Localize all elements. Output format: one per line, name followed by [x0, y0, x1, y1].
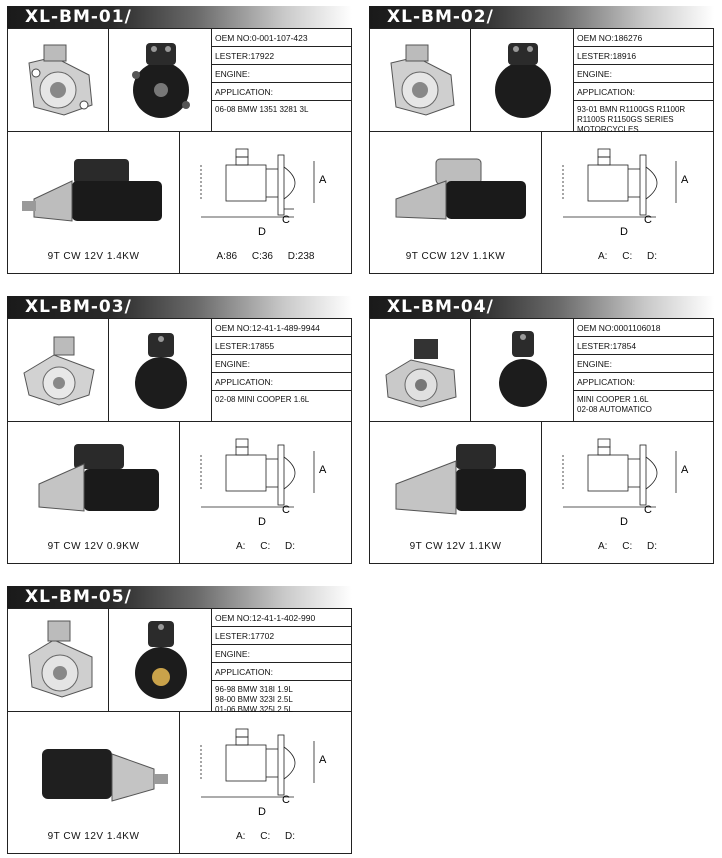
starter-rear-photo [116, 35, 206, 125]
lester-row: LESTER:18916 [574, 47, 714, 65]
application-value: 02-08 MINI COOPER 1.6L [215, 395, 310, 404]
svg-text:A: A [319, 174, 327, 186]
spec-table [574, 29, 714, 134]
oem-row: OEM NO:12-41-1-402-990 [212, 609, 352, 627]
svg-text:D: D [620, 516, 628, 528]
starter-rear-photo [478, 35, 568, 125]
product-card [7, 6, 352, 274]
svg-text:D: D [258, 516, 266, 528]
application-row: APPLICATION: [212, 83, 352, 101]
dimension-values [542, 251, 713, 262]
dim-d-value: D:238 [287, 251, 315, 262]
product-code: XL-BM-01/ [25, 7, 132, 27]
lester-value: 17854 [612, 341, 637, 351]
starter-side-photo [376, 429, 536, 529]
svg-text:C: C [644, 504, 652, 516]
card-title-bar [369, 6, 714, 28]
card-body [369, 28, 714, 274]
application-row: APPLICATION: [574, 83, 714, 101]
lester-row: LESTER:17922 [212, 47, 352, 65]
dim-c-value: C: [622, 251, 633, 262]
electrical-spec: 9T CW 12V 1.4KW [47, 831, 140, 842]
oem-value: 0-001-107-423 [251, 33, 308, 43]
engine-row: ENGINE: [574, 355, 714, 373]
starter-front-photo [376, 325, 466, 415]
electrical-spec: 9T CW 12V 0.9KW [47, 541, 140, 552]
starter-rear-photo [478, 325, 568, 415]
card-title-bar [369, 296, 714, 318]
svg-text:A: A [319, 754, 327, 766]
dim-d-value: D: [647, 541, 657, 552]
product-card [7, 296, 352, 564]
electrical-spec: 9T CW 12V 1.4KW [47, 251, 140, 262]
starter-front-photo [14, 615, 104, 705]
application-value: 06-08 BMW 1351 3281 3L [215, 105, 309, 114]
spec-table [212, 319, 352, 421]
dim-a-value: A: [235, 831, 246, 842]
card-body [7, 608, 352, 854]
oem-value: 12-41-1-489-9944 [251, 323, 320, 333]
engine-row: ENGINE: [574, 65, 714, 83]
svg-text:C: C [644, 214, 652, 226]
svg-text:A: A [681, 174, 689, 186]
starter-front-photo [14, 325, 104, 415]
starter-rear-photo [116, 615, 206, 705]
product-code: XL-BM-03/ [25, 297, 132, 317]
svg-text:A: A [319, 464, 327, 476]
card-body [369, 318, 714, 564]
product-code: XL-BM-05/ [25, 587, 132, 607]
oem-value: 0001106018 [613, 323, 661, 333]
svg-text:D: D [258, 806, 266, 818]
dim-c-value: C: [622, 541, 633, 552]
svg-text:C: C [282, 504, 290, 516]
card-body [7, 28, 352, 274]
electrical-spec: 9T CW 12V 1.1KW [409, 541, 502, 552]
starter-rear-photo [116, 325, 206, 415]
dimension-values [180, 251, 351, 262]
lester-value: 17922 [250, 51, 275, 61]
product-card [369, 6, 714, 274]
dim-d-value: D: [285, 541, 295, 552]
dimension-drawing [548, 137, 708, 247]
dim-d-value: D: [647, 251, 657, 262]
oem-row: OEM NO:186276 [574, 29, 714, 47]
dim-c-value: C:36 [251, 251, 273, 262]
starter-side-photo [14, 139, 174, 239]
dimension-values [542, 541, 713, 552]
lester-row: LESTER:17854 [574, 337, 714, 355]
product-card [369, 296, 714, 564]
product-code: XL-BM-02/ [387, 7, 494, 27]
starter-side-photo [376, 139, 536, 239]
application-value: MINI COOPER 1.6L 02-08 AUTOMATICO [577, 395, 652, 414]
card-title-bar [7, 6, 352, 28]
dim-c-value: C: [260, 541, 271, 552]
application-value: 93-01 BMN R1100GS R1100R R1100S R1150GS SERIES MOTORCYCLES [577, 105, 686, 134]
spec-table [212, 29, 352, 131]
svg-text:C: C [282, 794, 290, 806]
oem-row: OEM NO:12-41-1-489-9944 [212, 319, 352, 337]
lester-value: 17702 [250, 631, 275, 641]
svg-text:C: C [282, 214, 290, 226]
spec-table [574, 319, 714, 421]
svg-text:D: D [258, 226, 266, 238]
oem-value: 12-41-1-402-990 [251, 613, 316, 623]
starter-front-photo [14, 35, 104, 125]
electrical-spec: 9T CCW 12V 1.1KW [405, 251, 506, 262]
lester-row: LESTER:17855 [212, 337, 352, 355]
application-row: APPLICATION: [212, 663, 352, 681]
dim-a-value: A: [597, 251, 608, 262]
lester-value: 17855 [250, 341, 275, 351]
engine-row: ENGINE: [212, 65, 352, 83]
oem-row: OEM NO:0-001-107-423 [212, 29, 352, 47]
starter-side-photo [14, 429, 174, 529]
dim-a-value: A: [597, 541, 608, 552]
lester-row: LESTER:17702 [212, 627, 352, 645]
engine-row: ENGINE: [212, 355, 352, 373]
lester-value: 18916 [612, 51, 637, 61]
dim-d-value: D: [285, 831, 295, 842]
dimension-values [180, 541, 351, 552]
card-title-bar [7, 296, 352, 318]
application-value: 96-98 BMW 318I 1.9L 98-00 BMW 323I 2.5L 01-06 BMW 325I 2.5L [215, 685, 293, 714]
application-row: APPLICATION: [212, 373, 352, 391]
card-title-bar [7, 586, 352, 608]
dim-a-value: A:86 [216, 251, 238, 262]
starter-front-photo [376, 35, 466, 125]
spec-table [212, 609, 352, 714]
dimension-drawing [186, 427, 346, 537]
dim-c-value: C: [260, 831, 271, 842]
product-code: XL-BM-04/ [387, 297, 494, 317]
dimension-drawing [186, 137, 346, 247]
product-card [7, 586, 352, 854]
oem-row: OEM NO:0001106018 [574, 319, 714, 337]
engine-row: ENGINE: [212, 645, 352, 663]
svg-text:D: D [620, 226, 628, 238]
dimension-drawing [548, 427, 708, 537]
dim-a-value: A: [235, 541, 246, 552]
dimension-drawing [186, 717, 346, 827]
dimension-values [180, 831, 351, 842]
oem-value: 186276 [613, 33, 643, 43]
application-row: APPLICATION: [574, 373, 714, 391]
svg-text:A: A [681, 464, 689, 476]
card-body [7, 318, 352, 564]
starter-side-photo [14, 719, 174, 819]
